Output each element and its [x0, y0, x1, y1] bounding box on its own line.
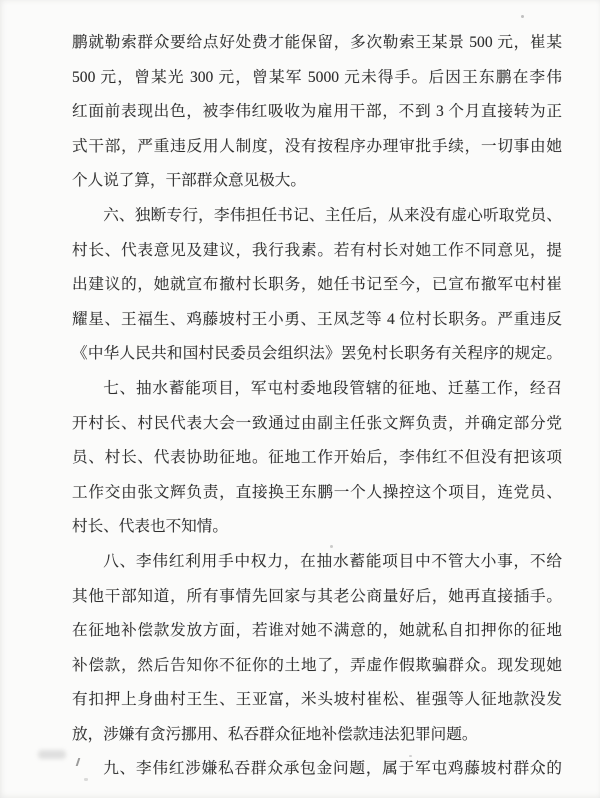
text-line: 《中华人民共和国村民委员会组织法》罢免村长职务有关程序的规定。 — [72, 345, 562, 363]
text-line: 补偿款，然后告知你不征你的土地了，弄虚作假欺骗群众。现发现她 — [72, 656, 562, 674]
text-line: 在征地补偿款发放方面，若谁对她不满意的，她就私自扣押你的征地 — [72, 622, 562, 640]
text-line: 八、李伟红利用手中权力，在抽水蓄能项目中不管大小事，不给 — [103, 552, 562, 570]
text-line: 有扣押上身曲村王生、王亚富，米头坡村崔松、崔强等人征地款没发 — [72, 691, 562, 709]
text-line: 出建议的，她就宣布撤村长职务，她任书记至今，已宣布撤军屯村崔 — [72, 276, 562, 294]
text-line: 村长、代表意见及建议，我行我素。若有村长对她工作不同意见，提 — [72, 241, 562, 259]
text-line: 六、独断专行，李伟担任书记、主任后，从来没有虚心听取党员、 — [103, 206, 562, 224]
text-line: 放，涉嫌有贪污挪用、私吞群众征地补偿款违法犯罪问题。 — [72, 725, 478, 743]
scan-speck — [409, 755, 412, 757]
scan-speck — [330, 545, 333, 548]
text-line: 鹏就勒索群众要给点好处费才能保留，多次勒索王某景 500 元，崔某 — [72, 34, 562, 51]
text-line: 耀星、王福生、鸡藤坡村王小勇、王凤芝等 4 位村长职务。严重违反 — [72, 310, 562, 328]
text-line: 其他干部知道，所有事情先回家与其老公商量好后，她再直接插手。 — [72, 587, 562, 605]
scan-speck — [521, 15, 524, 18]
document-text-block — [72, 26, 562, 787]
text-line: 红面前表现出色，被李伟红吸收为雇用干部，不到 3 个月直接转为正 — [72, 103, 562, 121]
scan-speck — [84, 778, 88, 781]
text-line: 村长、代表也不知情。 — [72, 518, 228, 536]
text-line: 500 元，曾某光 300 元，曾某军 5000 元未得手。后因王东鹏在李伟 — [72, 68, 562, 86]
text-line: 开村长、村民代表大会一致通过由副主任张文辉负责，并确定部分党 — [72, 414, 562, 432]
scan-smudge — [38, 750, 66, 759]
text-line: 工作交由张文辉负责，直接换王东鹏一个人操控这个项目，连党员、 — [72, 483, 562, 501]
text-line: 九、李伟红涉嫌私吞群众承包金问题，属于军屯鸡藤坡村群众的 — [103, 760, 562, 778]
text-line: 员、村长、代表协助征地。征地工作开始后，李伟红不但没有把该项 — [72, 449, 562, 467]
text-line: 式干部，严重违反用人制度，没有按程序办理审批手续，一切事由她 — [72, 137, 562, 155]
text-line: 个人说了算，干部群众意见极大。 — [72, 172, 306, 190]
text-line: 七、抽水蓄能项目，军屯村委地段管辖的征地、迁墓工作，经召 — [103, 379, 562, 397]
